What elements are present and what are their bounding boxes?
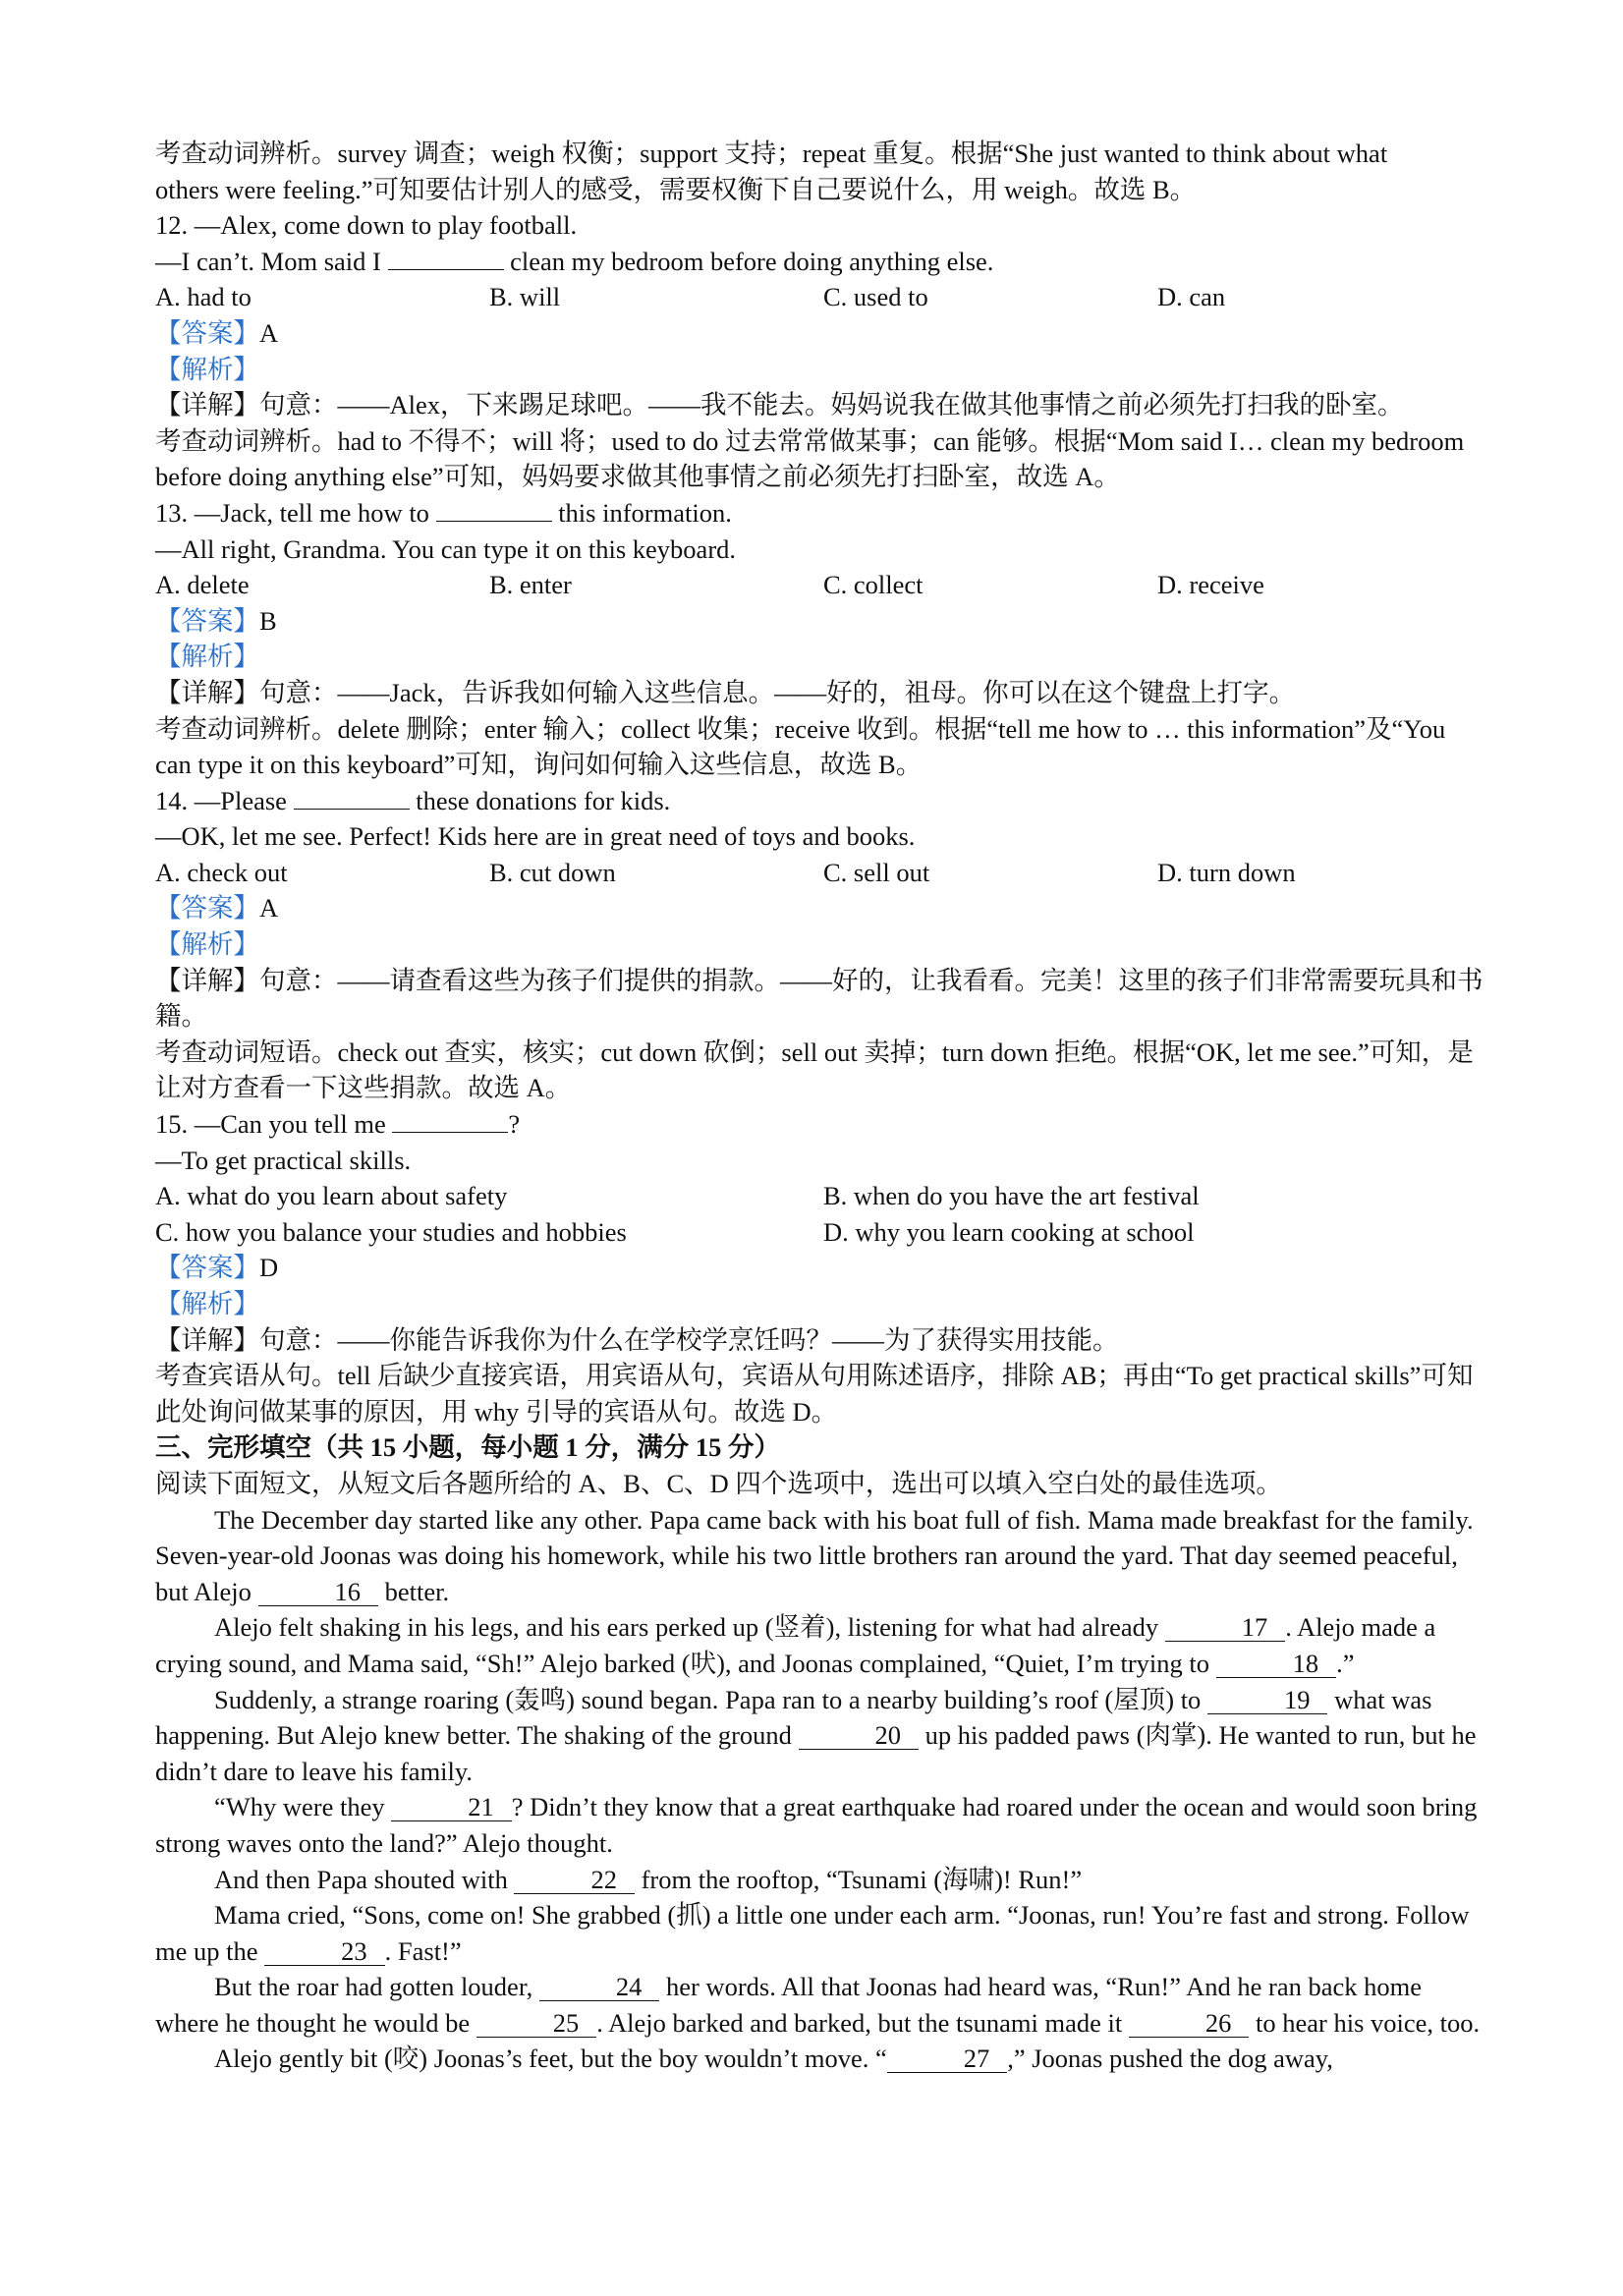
q14-options xyxy=(155,855,1483,891)
passage-paragraph-4: “Why were they 21 ? Didn’t they know that a great earthquake had roared under the ocean and would soon bring strong waves onto the land?” Alejo thought. xyxy=(155,1792,1478,1858)
q15-answer: 【答案】D xyxy=(155,1253,279,1283)
q12-answer: 【答案】A xyxy=(155,317,279,348)
passage-paragraph-3: Suddenly, a strange roaring (轰鸣) sound began. Papa ran to a nearby building’s roof (屋顶) to 19 what was happening. But Alejo knew better. The shaking of the ground 20 up his padded paws (肉掌). He wanted to run, but he didn’t dare to leave his family. xyxy=(155,1684,1477,1786)
q12-analysis-tag: 【解析】 xyxy=(155,354,259,384)
q15-option-d: D. why you learn cooking at school xyxy=(823,1216,1195,1247)
q15-option-a: A. what do you learn about safety xyxy=(155,1181,508,1211)
q12-blank xyxy=(388,246,504,270)
q15-stem-line1: 15. —Can you tell me ? xyxy=(155,1109,521,1140)
q12-option-b: B. will xyxy=(489,282,561,312)
blank-26: 26 xyxy=(1129,2009,1250,2038)
blank-16: 16 xyxy=(258,1578,379,1606)
passage-paragraph-7: But the roar had gotten louder, 24 her words. All that Joonas had heard was, “Run!” And he ran back home where he thought he would be 25 . Alejo barked and barked, but the tsunami made it 26 to hear his voice, too. xyxy=(155,1972,1481,2038)
q14-answer: 【答案】A xyxy=(155,893,279,924)
blank-20: 20 xyxy=(799,1721,920,1750)
q15-stem-line2: —To get practical skills. xyxy=(155,1145,412,1175)
q14-option-b: B. cut down xyxy=(489,857,616,887)
q13-option-c: C. collect xyxy=(823,570,923,600)
blank-18: 18 xyxy=(1216,1650,1337,1678)
q14-stem-line1: 14. —Please these donations for kids. xyxy=(155,785,671,815)
q15-option-b: B. when do you have the art festival xyxy=(823,1181,1200,1211)
q13-stem-line2: —All right, Grandma. You can type it on this keyboard. xyxy=(155,533,737,564)
blank-21: 21 xyxy=(391,1793,512,1821)
q15-analysis-tag: 【解析】 xyxy=(155,1289,259,1318)
q12-option-a: A. had to xyxy=(155,282,252,312)
q14-option-c: C. sell out xyxy=(823,857,930,887)
passage-paragraph-1: The December day started like any other. Papa came back with his boat full of fish. Mama made breakfast for the family. Seven-year-old Joonas was doing his homework, while his two little brothers ran around the yard. That day seemed peaceful, but Alejo 16 better. xyxy=(155,1504,1474,1606)
blank-17: 17 xyxy=(1165,1613,1286,1642)
q12-explanation: 考查动词辨析。had to 不得不；will 将；used to do 过去常常做某事；can 能够。根据“Mom said I… clean my bedroom before doing anything else”可知，妈妈要求做其他事情之前必须先打扫卧室，故选 A。 xyxy=(155,425,1465,492)
q12-option-c: C. used to xyxy=(823,282,928,312)
q14-blank xyxy=(294,785,410,810)
q14-option-a: A. check out xyxy=(155,857,288,887)
q14-detail: 【详解】句意：——请查看这些为孩子们提供的捐款。——好的，让我看看。完美！这里的孩子们非常需要玩具和书籍。 xyxy=(155,965,1483,1032)
q12-stem-line2: —I can’t. Mom said I clean my bedroom before doing anything else. xyxy=(155,246,994,276)
q15-option-c: C. how you balance your studies and hobbies xyxy=(155,1216,627,1247)
q12-option-d: D. can xyxy=(1157,282,1226,312)
q13-option-d: D. receive xyxy=(1157,570,1264,600)
blank-22: 22 xyxy=(514,1866,635,1894)
q13-stem-line1: 13. —Jack, tell me how to this information. xyxy=(155,497,732,528)
passage-paragraph-8: Alejo gently bit (咬) Joonas’s feet, but the boy wouldn’t move. “ 27 ,” Joonas pushed the dog away, xyxy=(214,2044,1333,2074)
q12-stem-line1: 12. —Alex, come down to play football. xyxy=(155,210,578,241)
q14-analysis-tag: 【解析】 xyxy=(155,929,259,960)
q12-options xyxy=(155,279,1483,315)
q13-analysis-tag: 【解析】 xyxy=(155,642,259,672)
q14-explanation: 考查动词短语。check out 查实，核实；cut down 砍倒；sell out 卖掉；turn down 拒绝。根据“OK, let me see.”可知，是让对方查看一下这些捐款。故选 A。 xyxy=(155,1036,1474,1103)
blank-24: 24 xyxy=(539,1973,660,2001)
q13-answer: 【答案】B xyxy=(155,605,277,636)
passage-paragraph-6: Mama cried, “Sons, come on! She grabbed (抓) a little one under each arm. “Joonas, run! You’re fast and strong. Follow me up the 23 . Fast!” xyxy=(155,1900,1470,1966)
q11-analysis-line1: 考查动词辨析。survey 调查；weigh 权衡；support 支持；repeat 重复。根据“She just wanted to think about what xyxy=(155,139,1388,168)
q15-options-row2 xyxy=(155,1214,1483,1251)
q15-options-row1 xyxy=(155,1178,1483,1214)
blank-23: 23 xyxy=(264,1937,385,1966)
blank-27: 27 xyxy=(887,2044,1008,2073)
q13-explanation: 考查动词辨析。delete 删除；enter 输入；collect 收集；receive 收到。根据“tell me how to … this information”及“You can type it on this keyboard”可知，询问如何输入这些信息，故选 B。 xyxy=(155,713,1446,780)
section-heading: 三、完形填空（共 15 小题，每小题 1 分，满分 15 分） xyxy=(155,1432,780,1463)
passage-paragraph-2: Alejo felt shaking in his legs, and his ears perked up (竖着), listening for what had already 17 . Alejo made a crying sound, and Mama said, “Sh!” Alejo barked (吠), and Joonas complained, “Quiet, I’m trying to 18 .” xyxy=(155,1612,1436,1678)
q15-detail: 【详解】句意：——你能告诉我你为什么在学校学烹饪吗？——为了获得实用技能。 xyxy=(155,1324,1119,1355)
q15-blank xyxy=(392,1108,508,1133)
section-instruction: 阅读下面短文，从短文后各题所给的 A、B、C、D 四个选项中，选出可以填入空白处的最佳选项。 xyxy=(155,1468,1282,1498)
q12-detail: 【详解】句意：——Alex，下来踢足球吧。——我不能去。妈妈说我在做其他事情之前必须先打扫我的卧室。 xyxy=(155,390,1404,420)
q13-detail: 【详解】句意：——Jack，告诉我如何输入这些信息。——好的，祖母。你可以在这个键盘上打字。 xyxy=(155,677,1296,707)
q11-analysis-line2: others were feeling.”可知要估计别人的感受，需要权衡下自己要说什么，用 weigh。故选 B。 xyxy=(155,174,1197,204)
q13-option-a: A. delete xyxy=(155,570,250,600)
blank-19: 19 xyxy=(1207,1686,1328,1714)
q14-stem-line2: —OK, let me see. Perfect! Kids here are in great need of toys and books. xyxy=(155,821,916,852)
exam-page xyxy=(155,136,1483,2077)
q15-explanation: 考查宾语从句。tell 后缺少直接宾语，用宾语从句，宾语从句用陈述语序，排除 AB；再由“To get practical skills”可知此处询问做某事的原因，用 why 引导的宾语从句。故选 D。 xyxy=(155,1361,1474,1427)
q14-option-d: D. turn down xyxy=(1157,857,1296,887)
passage-paragraph-5: And then Papa shouted with 22 from the rooftop, “Tsunami (海啸)! Run!” xyxy=(214,1864,1083,1894)
blank-25: 25 xyxy=(476,2009,597,2038)
q13-option-b: B. enter xyxy=(489,570,572,600)
q13-options xyxy=(155,567,1483,603)
q13-blank xyxy=(436,497,552,522)
